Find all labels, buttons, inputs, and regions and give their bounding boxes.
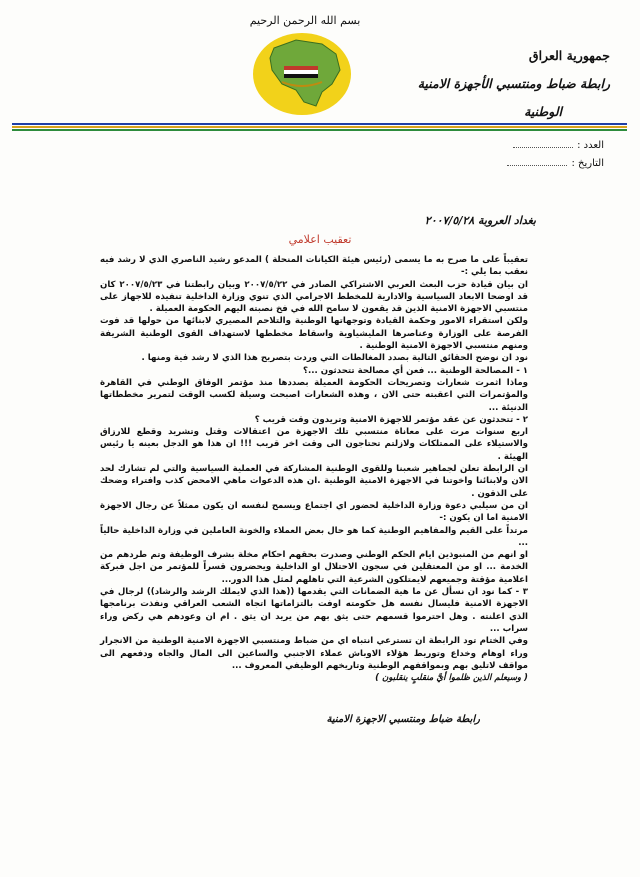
basmala: بسم الله الرحمن الرحيم — [249, 14, 361, 27]
paragraph: او انهم من المنبوذين ايام الحكم الوطني وصدرت بحقهم احكام مخلة بشرف الوظيفة وتم طردهم من الخدمة ... او من المعتقلين في سجون الاحتلال او الداخلية ويحضرون قسراً للمؤتمر من اجل فبركة اعلامية مؤقتة وجميعهم لايمتلكون الشرعية التي تاهلهم لمثل هذا الدور... — [100, 550, 528, 585]
header-rule-blue — [12, 123, 627, 125]
paragraph: اربع سنوات مرت على معاناة منتسبي تلك الاجهزة من اعتقالات وقتل وتشريد وقطع للارزاق والاستيلاء على الممتلكات ولازلتم تحتاجون الى وقت اخر قريب !!! ان هذا هو الدجل بعينه يا رئيس الهيئة . — [100, 427, 528, 462]
flag-red-stripe — [284, 66, 318, 70]
paragraph: ان الرابطة تعلن لجماهير شعبنا وللقوى الوطنية المشاركة في العملية السياسية والتي لم تشارك لحد الان ولابنائنا واخوتنا في الاجهزة الامنية الوطنية .ان هذه الدعوات ماهي الامحض كذب وافتراء وضحك على الذقون . — [100, 464, 528, 499]
country-name: جمهورية العراق — [528, 48, 610, 63]
org-name: رابطة ضباط ومنتسبي الأجهزة الامنية — [417, 76, 610, 91]
flag-white-stripe — [284, 70, 318, 74]
date-line — [507, 165, 567, 166]
paragraph: تعقيباً على ما صرح به ما يسمى (رئيس هيئة الكيانات المنحلة ) المدعو رشيد الناصري الذي لا رشد فيه نعقب بما يلي :- — [100, 255, 528, 278]
paragraph: ١ - المصالحة الوطنية ... فعن أي مصالحة تتحدثون ...؟ — [303, 365, 528, 376]
paragraph: مرتداً على القيم والمفاهيم الوطنية كما هو حال بعض العملاء والخونة العاملين في وزارة الداخلية حالياً ... — [100, 525, 528, 548]
org-name-cont: الوطنية — [524, 104, 562, 119]
paragraph: ٢ - تتحدثون عن عقد مؤتمر للاجهزة الامنية وتريدون وقت قريب ؟ — [254, 414, 528, 425]
paragraph: نود ان نوضح الحقائق التالية بصدد المغالطات التي وردت بتصريح هذا الذي لا رشد فية ومنها . — [141, 353, 528, 364]
org-header — [380, 42, 610, 126]
paragraph: ان بيان قيادة حزب البعث العربي الاشتراكي الصادر في ٢٠٠٧/٥/٢٢ وبيان رابطتنا في ٢٠٠٧/٥/٢٣ كان قد اوضحا الابعاد السياسية والادارية للمخطط الاجرامي الذي تنوي وزارة الداخلية تنفيذه للاجهاز على منتسبي الاجهزة الامنية الذين قد يقعون لا سامح الله في فخ نصبته اليهم الحكومة العميلة . — [100, 279, 528, 315]
org-logo-icon — [252, 30, 352, 116]
header-rule-green — [12, 129, 627, 131]
date-label: التاريخ : — [571, 158, 604, 169]
paragraph: وفي الختام تود الرابطة ان تسترعي انتباه اي من ضباط ومنتسبي الاجهزة الامنية الوطنية من الانجرار وراء اوهام وخداع وتوريط هؤلاء الاوباش عملاء الاجنبي والساعين الى المال والجاه ودفعهم الى مواقف لاتليق بهم وبمواقفهم الوطنية وتاريخهم الوظيفي المعروف ... — [100, 636, 528, 671]
header-rule-gold — [12, 126, 627, 128]
quran-quote: ( وسيعلم الذين ظلموا أيَّ منقلبٍ ينقلبون ) — [375, 673, 528, 684]
ref-line — [513, 147, 573, 148]
date-field — [507, 158, 604, 169]
ref-number-field — [513, 140, 604, 151]
paragraph: ٣ - كما نود ان نسأل عن ما هية الضمانات التي يقدمها ((هذا الذي لايملك الرشد والرشاد)) لرجال في الاجهزة الامنية فليسال نفسه هل حكومته اوفت بالتزاماتها اتجاه الشعب العراقي ونفذت برنامجها الذي اعلنته . وهل احترموا قسمهم حتى يثق بهم من يريد ان يثق . ام ان وعودهم هي ركض وراء سراب ... — [100, 587, 528, 634]
paragraph: ولكن استقراء الامور وحكمة القيادة وتوجهاتها الوطنية والتلاحم المصيري لابنائها من حولها قد فوت الفرصة على الوزارة وعناصرها المليشياوية واسقاط مخططها لاستهداف القوى الوطنية الشريفة ومنهم منتسبي الاجهزة الامنية الوطنية . — [100, 316, 528, 352]
ref-label: العدد : — [577, 140, 604, 151]
city-date: بغداد العروبة ٢٠٠٧/٥/٢٨ — [424, 214, 536, 227]
paragraph: ان من سيلبي دعوة وزارة الداخلية لحضور اي اجتماع ويسمح لنفسه ان يكون ممثلاً عن رجال الاجهزة الامنية اما ان يكون :- — [100, 500, 528, 524]
letter-subject: تعقيب اعلامي — [288, 233, 352, 246]
flag-black-stripe — [284, 74, 318, 78]
paragraph: وماذا اثمرت شعارات وتصريحات الحكومة العميلة بصددها منذ مؤتمر الوفاق الوطني في القاهرة والمؤتمرات التي اعقبته حتى الان ، وهذه الشعارات اصبحت وسيلة لكسب الوقت لتمرير مخططاتها الدنيئة ... — [100, 377, 528, 413]
letter-body — [100, 254, 528, 684]
signature: رابطة ضباط ومنتسبي الاجهزة الامنية — [326, 714, 480, 725]
